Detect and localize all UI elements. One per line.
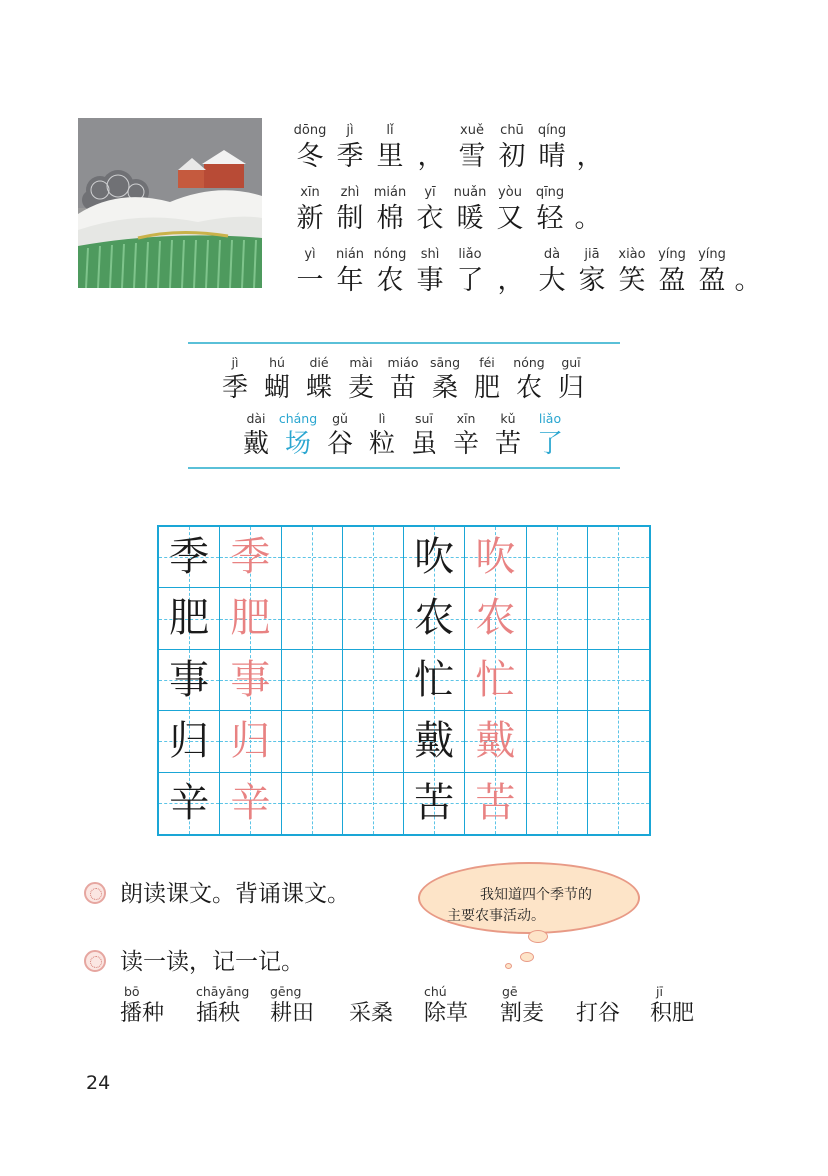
grid-cell xyxy=(343,527,404,588)
grid-cell xyxy=(588,588,649,649)
model-character: 戴 xyxy=(414,718,455,765)
pinyin: chāyāng xyxy=(196,984,250,999)
word-item xyxy=(349,984,393,1028)
pinyin: liǎo xyxy=(458,247,482,262)
bubble-tail-dot xyxy=(528,930,548,943)
grid-cell xyxy=(527,588,588,649)
hanzi: 谷 xyxy=(326,429,353,459)
pinyin: dōng xyxy=(293,123,327,138)
hanzi: 插秧 xyxy=(196,1001,241,1026)
pinyin: xīn xyxy=(300,185,320,200)
trace-character: 辛 xyxy=(230,779,271,826)
hanzi: 又 xyxy=(496,203,524,234)
pinyin-highlighted: cháng xyxy=(278,411,318,426)
hanzi: 麦 xyxy=(347,373,374,403)
hanzi: 轻 xyxy=(536,203,564,234)
trace-character: 季 xyxy=(230,534,271,580)
grid-cell xyxy=(282,711,343,772)
pinyin: guī xyxy=(561,355,581,370)
pinyin: dié xyxy=(309,355,329,370)
bubble-text-line-1: 我知道四个季节的 xyxy=(480,887,592,903)
pinyin: zhì xyxy=(340,185,360,200)
word-item xyxy=(576,984,620,1028)
model-character: 季 xyxy=(169,534,210,580)
grid-cell xyxy=(527,711,588,772)
hanzi: 播种 xyxy=(120,1001,165,1026)
grid-cell xyxy=(588,527,649,588)
grid-cell xyxy=(282,588,343,649)
exercise-bullet-icon xyxy=(84,950,106,972)
grid-cell xyxy=(465,588,526,649)
hanzi: 笑 xyxy=(618,265,646,296)
trace-character: 事 xyxy=(230,656,271,703)
vocab-row-2 xyxy=(235,410,571,460)
word-item xyxy=(424,984,468,1028)
hanzi: 新 xyxy=(296,203,324,234)
pinyin: sāng xyxy=(429,355,461,370)
pinyin: jì xyxy=(346,123,354,138)
punctuation: ， xyxy=(576,141,604,172)
pinyin: xīn xyxy=(456,411,476,426)
grid-cell xyxy=(220,711,281,772)
hanzi: 采桑 xyxy=(349,1001,394,1026)
word-item xyxy=(270,984,314,1028)
pinyin: suī xyxy=(415,411,433,426)
bubble-tail-dot xyxy=(520,952,534,962)
grid-cell xyxy=(465,650,526,711)
grid-cell xyxy=(527,773,588,834)
hanzi: 棉 xyxy=(376,203,404,234)
punctuation: ， xyxy=(497,265,525,296)
vocab-top-rule xyxy=(188,342,620,344)
hanzi: 苦 xyxy=(494,429,521,459)
pinyin: lǐ xyxy=(386,123,394,138)
hanzi: 耕田 xyxy=(270,1001,315,1026)
hanzi: 苗 xyxy=(389,373,416,403)
grid-cell xyxy=(404,711,465,772)
pinyin: gǔ xyxy=(332,411,348,426)
grid-cell xyxy=(527,527,588,588)
bubble-tail-dot xyxy=(505,963,512,969)
hanzi: 农 xyxy=(515,373,542,403)
hanzi: 制 xyxy=(336,203,364,234)
pinyin: yì xyxy=(304,247,316,262)
pinyin: xiào xyxy=(618,247,646,262)
pinyin: hú xyxy=(269,355,285,370)
pinyin: jì xyxy=(231,355,239,370)
exercise-2-text: 读一读，记一记。 xyxy=(120,949,304,975)
pinyin: lì xyxy=(378,411,386,426)
pinyin: nuǎn xyxy=(453,185,487,200)
pinyin xyxy=(410,122,452,140)
grid-cell xyxy=(588,650,649,711)
grid-cell xyxy=(404,650,465,711)
model-character: 农 xyxy=(414,595,455,642)
word-item xyxy=(196,984,249,1028)
word-item xyxy=(120,984,164,1028)
grid-cell xyxy=(465,773,526,834)
hanzi: 衣 xyxy=(416,203,444,234)
hanzi: 蝴 xyxy=(263,373,290,403)
hanzi: 家 xyxy=(578,265,606,296)
pinyin: miáo xyxy=(387,355,419,370)
grid-cell xyxy=(220,588,281,649)
grid-cell xyxy=(343,650,404,711)
grid-cell xyxy=(588,711,649,772)
vocab-row-1 xyxy=(214,354,592,404)
poem-line-2 xyxy=(290,184,606,236)
hanzi: 事 xyxy=(416,265,444,296)
exercise-bullet-icon xyxy=(84,882,106,904)
grid-cell xyxy=(588,773,649,834)
grid-cell xyxy=(404,588,465,649)
trace-character: 忙 xyxy=(475,656,516,703)
hanzi: 里 xyxy=(376,141,404,172)
poem-line-3 xyxy=(290,246,764,298)
pinyin: gē xyxy=(502,984,518,999)
word-item xyxy=(650,984,694,1028)
punctuation: 。 xyxy=(574,203,602,234)
hanzi: 一 xyxy=(296,265,324,296)
pinyin: chū xyxy=(500,123,524,138)
hanzi: 肥 xyxy=(473,373,500,403)
hanzi: 农 xyxy=(376,265,404,296)
grid-cell xyxy=(465,527,526,588)
pinyin xyxy=(490,246,532,264)
pinyin xyxy=(349,984,393,1000)
hanzi: 粒 xyxy=(368,429,395,459)
hanzi: 虽 xyxy=(410,429,437,459)
trace-character: 苦 xyxy=(475,779,516,826)
word-item xyxy=(500,984,544,1028)
trace-character: 吹 xyxy=(475,534,516,580)
page-number: 24 xyxy=(86,1072,111,1094)
pinyin: chú xyxy=(424,984,447,999)
pinyin: dài xyxy=(246,411,266,426)
hanzi: 季 xyxy=(336,141,364,172)
model-character: 事 xyxy=(169,656,210,703)
pinyin: shì xyxy=(420,247,440,262)
hanzi: 季 xyxy=(221,373,248,403)
hanzi: 初 xyxy=(498,141,526,172)
grid-cell xyxy=(527,650,588,711)
pinyin xyxy=(576,984,620,1000)
pinyin: yī xyxy=(424,185,436,200)
punctuation: ， xyxy=(417,141,445,172)
pinyin: qīng xyxy=(535,185,565,200)
hanzi: 了 xyxy=(456,265,484,296)
grid-cell xyxy=(343,773,404,834)
grid-cell xyxy=(343,711,404,772)
writing-practice-grid xyxy=(157,525,651,836)
grid-cell xyxy=(220,527,281,588)
hanzi-highlighted: 场 xyxy=(284,429,311,459)
grid-cell xyxy=(159,527,220,588)
grid-cell xyxy=(159,650,220,711)
model-character: 辛 xyxy=(169,779,210,826)
pinyin: qíng xyxy=(537,123,567,138)
hanzi: 戴 xyxy=(242,429,269,459)
model-character: 吹 xyxy=(414,534,455,580)
pinyin: mián xyxy=(373,185,407,200)
model-character: 苦 xyxy=(414,779,455,826)
pinyin: féi xyxy=(479,355,495,370)
hanzi: 年 xyxy=(336,265,364,296)
vocab-bottom-rule xyxy=(188,467,620,469)
trace-character: 戴 xyxy=(475,718,516,765)
pinyin: kǔ xyxy=(500,411,516,426)
pinyin: mài xyxy=(349,355,373,370)
grid-cell xyxy=(282,650,343,711)
model-character: 忙 xyxy=(414,656,455,703)
pinyin-highlighted: liǎo xyxy=(538,411,562,426)
grid-cell xyxy=(220,773,281,834)
grid-cell xyxy=(159,711,220,772)
trace-character: 农 xyxy=(475,595,516,642)
hanzi: 归 xyxy=(557,373,584,403)
grid-cell xyxy=(220,650,281,711)
hanzi: 除草 xyxy=(424,1001,469,1026)
pinyin: jiā xyxy=(584,247,600,262)
hanzi: 大 xyxy=(538,265,566,296)
pinyin: jī xyxy=(656,984,663,999)
grid-cell xyxy=(282,527,343,588)
pinyin xyxy=(570,184,606,202)
hanzi: 蝶 xyxy=(305,373,332,403)
hanzi-highlighted: 了 xyxy=(536,429,563,459)
exercise-1-text: 朗读课文。背诵课文。 xyxy=(120,881,350,907)
punctuation: 。 xyxy=(734,265,762,296)
pinyin: nóng xyxy=(373,247,407,262)
grid-cell xyxy=(159,588,220,649)
pinyin xyxy=(732,246,764,264)
bubble-text-line-2: 主要农事活动。 xyxy=(447,908,545,924)
hanzi: 暖 xyxy=(456,203,484,234)
trace-character: 归 xyxy=(230,718,271,765)
model-character: 肥 xyxy=(169,595,210,642)
hanzi: 晴 xyxy=(538,141,566,172)
hanzi: 桑 xyxy=(431,373,458,403)
pinyin: xuě xyxy=(460,123,484,138)
hanzi: 冬 xyxy=(296,141,324,172)
hanzi: 割麦 xyxy=(500,1001,545,1026)
grid-cell xyxy=(404,527,465,588)
hanzi: 打谷 xyxy=(576,1001,621,1026)
pinyin: yòu xyxy=(498,185,522,200)
poem-line-1 xyxy=(290,122,608,174)
pinyin xyxy=(572,122,608,140)
pinyin: nóng xyxy=(513,355,545,370)
grid-cell xyxy=(465,711,526,772)
grid-cell xyxy=(159,773,220,834)
pinyin: dà xyxy=(543,247,561,262)
pinyin: nián xyxy=(335,247,365,262)
hanzi: 积肥 xyxy=(650,1001,695,1026)
hanzi: 辛 xyxy=(452,429,479,459)
grid-cell xyxy=(343,588,404,649)
pinyin: gēng xyxy=(270,984,302,999)
hanzi: 盈 xyxy=(658,265,686,296)
pinyin: yíng xyxy=(698,247,726,262)
pinyin: yíng xyxy=(658,247,686,262)
pinyin: bō xyxy=(124,984,140,999)
grid-cell xyxy=(404,773,465,834)
model-character: 归 xyxy=(169,718,210,765)
trace-character: 肥 xyxy=(230,595,271,642)
hanzi: 盈 xyxy=(698,265,726,296)
hanzi: 雪 xyxy=(458,141,486,172)
winter-farm-illustration xyxy=(78,118,262,288)
grid-cell xyxy=(282,773,343,834)
